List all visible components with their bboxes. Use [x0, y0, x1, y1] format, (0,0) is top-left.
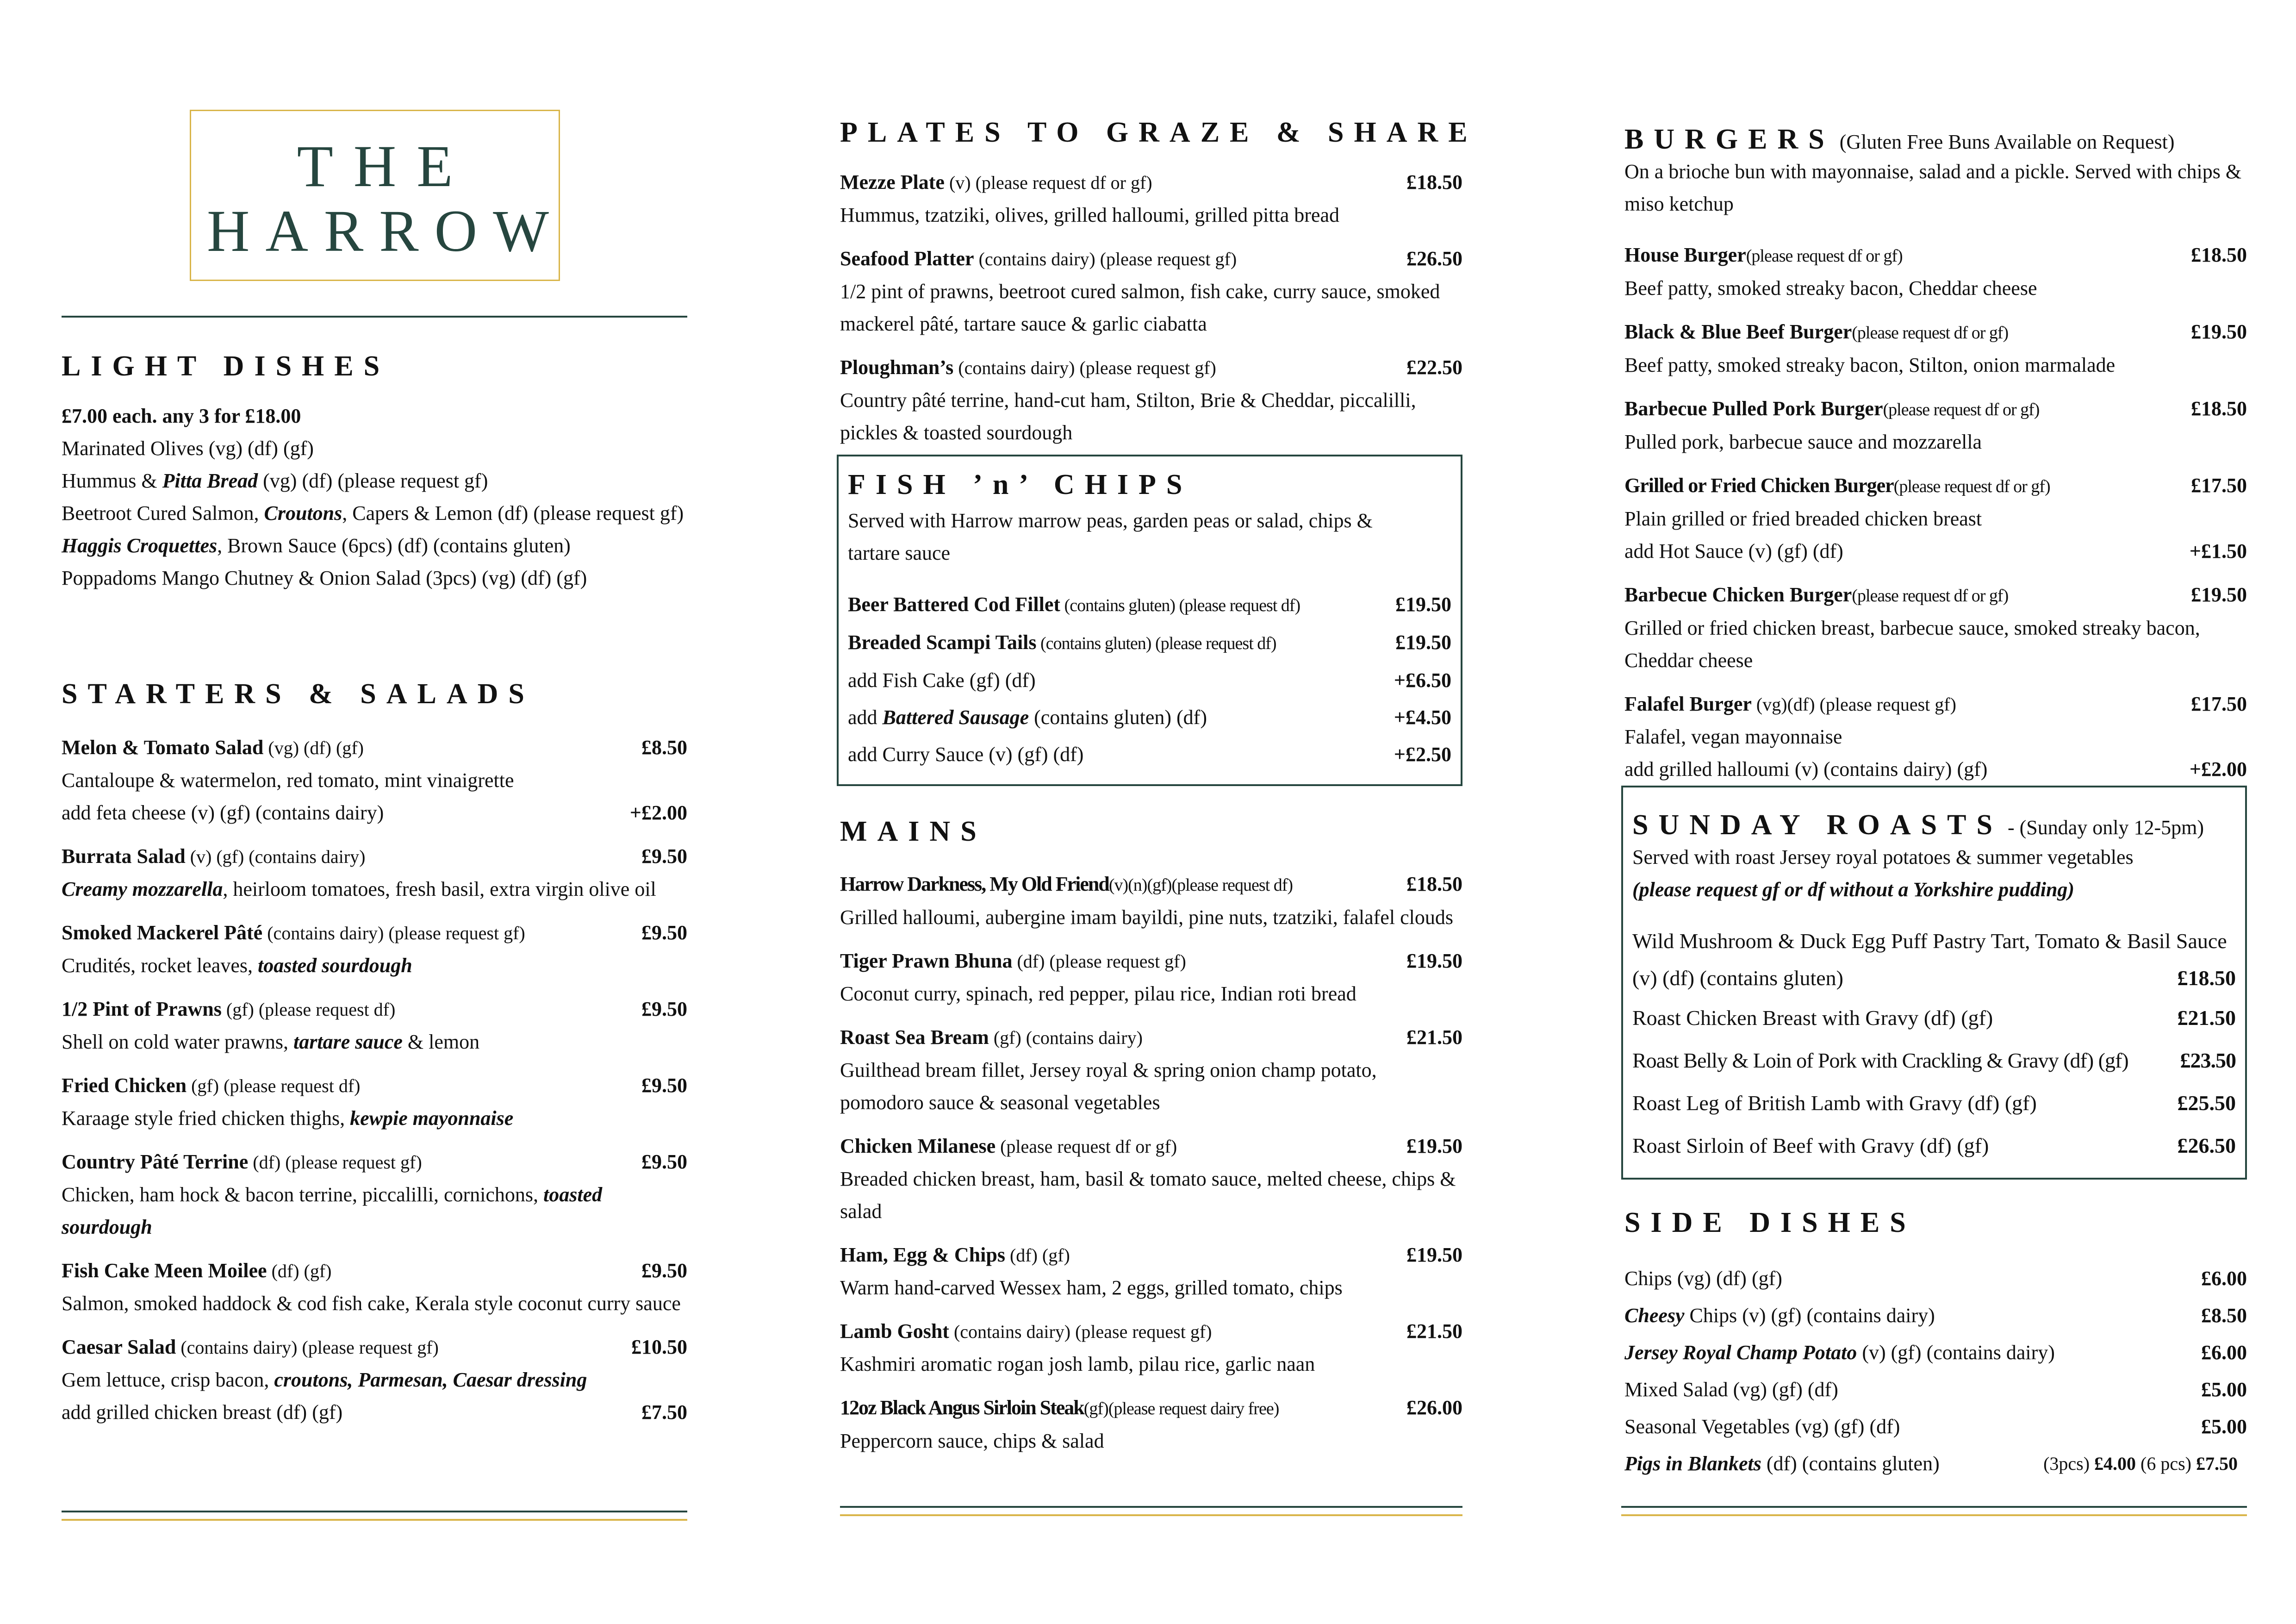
section-intro: Served with Harrow marrow peas, garden peas or salad, chips & tartare sauce — [848, 509, 1373, 564]
menu-item: Black & Blue Beef Burger(please request df or gf) £19.50 Beef patty, smoked streaky bacon, Stilton, onion marmalade — [1624, 320, 2247, 376]
menu-item: Fish Cake Meen Moilee (df) (gf) £9.50 Salmon, smoked haddock & cod fish cake, Kerala style coconut curry sauce — [62, 1259, 687, 1315]
section-graze — [840, 117, 1478, 460]
menu-item: Seafood Platter (contains dairy) (please request gf) £26.50 1/2 pint of prawns, beetroot cured salmon, fish cake, curry sauce, smoked mackerel pâté, tartare sauce & garlic ciabatta — [840, 247, 1462, 335]
menu-item: Breaded Scampi Tails (contains gluten) (please request df) £19.50 — [848, 631, 1451, 654]
list-item: Haggis Croquettes, Brown Sauce (6pcs) (df) (contains gluten) — [62, 534, 571, 557]
section-fish-n-chips — [837, 455, 1462, 786]
menu-item: 1/2 Pint of Prawns (gf) (please request df) £9.50 Shell on cold water prawns, tartare sauce & lemon — [62, 998, 687, 1053]
menu-item: Caesar Salad (contains dairy) (please request gf) £10.50 Gem lettuce, crisp bacon, croutons, Parmesan, Caesar dressing add grilled chicken breast (df) (gf) £7.50 — [62, 1336, 687, 1424]
menu-item: Roast Chicken Breast with Gravy (df) (gf) £21.50 — [1632, 1006, 2236, 1030]
menu-item: Mixed Salad (vg) (gf) (df) £5.00 — [1624, 1378, 2247, 1401]
list-item: Poppadoms Mango Chutney & Onion Salad (3pcs) (vg) (df) (gf) — [62, 567, 587, 589]
section-sides — [1624, 1208, 2247, 1482]
section-title: STARTERS & SALADS — [62, 678, 535, 710]
logo-line-2: HARROW — [207, 198, 565, 264]
menu-item: Mezze Plate (v) (please request df or gf) £18.50 Hummus, tzatziki, olives, grilled halloumi, grilled pitta bread — [840, 171, 1462, 226]
section-title: MAINS — [840, 816, 987, 847]
menu-item: Ham, Egg & Chips (df) (gf) £19.50 Warm hand-carved Wessex ham, 2 eggs, grilled tomato, chips — [840, 1243, 1462, 1299]
menu-item: Seasonal Vegetables (vg) (gf) (df) £5.00 — [1624, 1415, 2247, 1438]
list-item: Marinated Olives (vg) (df) (gf) — [62, 437, 314, 460]
menu-item: House Burger(please request df or gf) £18.50 Beef patty, smoked streaky bacon, Cheddar cheese — [1624, 244, 2247, 300]
menu-item: Roast Sea Bream (gf) (contains dairy) £21.50 Guilthead bream fillet, Jersey royal & spring onion champ potato, pomodoro sauce & seasonal vegetables — [840, 1026, 1462, 1114]
menu-item: Falafel Burger (vg)(df) (please request gf) £17.50 Falafel, vegan mayonnaise add grilled halloumi (v) (contains dairy) (gf) +£2.00 — [1624, 693, 2247, 781]
section-intro: On a brioche bun with mayonnaise, salad and a pickle. Served with chips & miso ketchup — [1624, 160, 2242, 215]
menu-item: Fried Chicken (gf) (please request df) £9.50 Karaage style fried chicken thighs, kewpie mayonnaise — [62, 1074, 687, 1130]
section-intro: Served with roast Jersey royal potatoes & summer vegetables — [1632, 846, 2134, 868]
list-item: Beetroot Cured Salmon, Croutons, Capers & Lemon (df) (please request gf) — [62, 502, 684, 525]
menu-item: Cheesy Chips (v) (gf) (contains dairy) £8.50 — [1624, 1304, 2247, 1327]
menu-item: Wild Mushroom & Duck Egg Puff Pastry Tart, Tomato & Basil Sauce (v) (df) (contains gluten) £18.50 — [1632, 929, 2236, 990]
addon-item: add Curry Sauce (v) (gf) (df) +£2.50 — [848, 743, 1451, 766]
section-title: SUNDAY ROASTS - (Sunday only 12-5pm) — [1632, 809, 2204, 841]
menu-item: Grilled or Fried Chicken Burger(please request df or gf) £17.50 Plain grilled or fried breaded chicken breast add Hot Sauce (v) (gf) (df) +£1.50 — [1624, 474, 2247, 562]
menu-item: Ploughman’s (contains dairy) (please request gf) £22.50 Country pâté terrine, hand-cut ham, Stilton, Brie & Cheddar, piccalilli, pickles & toasted sourdough — [840, 356, 1462, 444]
menu-item: Roast Belly & Loin of Pork with Crackling & Gravy (df) (gf) £23.50 — [1632, 1049, 2236, 1072]
offer-text: £7.00 each. any 3 for £18.00 — [62, 405, 301, 427]
divider — [62, 316, 687, 318]
menu-item: Beer Battered Cod Fillet (contains gluten) (please request df) £19.50 — [848, 593, 1451, 616]
menu-item: 12oz Black Angus Sirloin Steak(gf)(please request dairy free) £26.00 Peppercorn sauce, chips & salad — [840, 1396, 1462, 1452]
menu-item: Country Pâté Terrine (df) (please request gf) £9.50 Chicken, ham hock & bacon terrine, piccalilli, cornichons, toasted sourdough — [62, 1150, 687, 1238]
section-sunday-roasts — [1621, 786, 2247, 1180]
menu-item: Lamb Gosht (contains dairy) (please request gf) £21.50 Kashmiri aromatic rogan josh lamb, pilau rice, garlic naan — [840, 1320, 1462, 1375]
section-starters — [62, 680, 687, 1440]
menu-item: Jersey Royal Champ Potato (v) (gf) (contains dairy) £6.00 — [1624, 1341, 2247, 1364]
menu-item: Chips (vg) (df) (gf) £6.00 — [1624, 1267, 2247, 1290]
menu-item: Roast Leg of British Lamb with Gravy (df) (gf) £25.50 — [1632, 1091, 2236, 1115]
menu-item: Pigs in Blankets (df) (contains gluten) (3pcs) £4.00 (6 pcs) £7.50 — [1624, 1452, 2238, 1475]
menu-item: Harrow Darkness, My Old Friend(v)(n)(gf)(please request df) £18.50 Grilled halloumi, aubergine imam bayildi, pine nuts, tzatziki, falafel clouds — [840, 873, 1462, 929]
menu-item: Roast Sirloin of Beef with Gravy (df) (gf) £26.50 — [1632, 1134, 2236, 1157]
section-burgers — [1624, 125, 2247, 797]
menu-item: Melon & Tomato Salad (vg) (df) (gf) £8.50 Cantaloupe & watermelon, red tomato, mint vinaigrette add feta cheese (v) (gf) (contains dairy) +£2.00 — [62, 736, 687, 824]
menu-item: Barbecue Pulled Pork Burger(please request df or gf) £18.50 Pulled pork, barbecue sauce and mozzarella — [1624, 397, 2247, 453]
section-mains — [840, 817, 1462, 1468]
addon-item: add Battered Sausage (contains gluten) (df) +£4.50 — [848, 706, 1451, 729]
section-title: FISH ’n’ CHIPS — [848, 469, 1193, 500]
section-title: SIDE DISHES — [1624, 1207, 1916, 1238]
list-item: Hummus & Pitta Bread (vg) (df) (please request gf) — [62, 469, 488, 492]
section-title: BURGERS (Gluten Free Buns Available on Request) — [1624, 124, 2175, 155]
menu-item: Burrata Salad (v) (gf) (contains dairy) £9.50 Creamy mozzarella, heirloom tomatoes, fresh basil, extra virgin olive oil — [62, 845, 687, 900]
menu-item: Barbecue Chicken Burger(please request df or gf) £19.50 Grilled or fried chicken breast, barbecue sauce, smoked streaky bacon, Cheddar cheese — [1624, 583, 2247, 672]
section-title: LIGHT DISHES — [62, 350, 390, 382]
addon-item: add Fish Cake (gf) (df) +£6.50 — [848, 669, 1451, 692]
section-note: (please request gf or df without a Yorkshire pudding) — [1632, 878, 2075, 901]
section-light-dishes — [62, 352, 687, 594]
logo — [190, 110, 565, 281]
menu-item: Smoked Mackerel Pâté (contains dairy) (please request gf) £9.50 Crudités, rocket leaves, toasted sourdough — [62, 921, 687, 977]
logo-line-1: THE — [297, 133, 473, 199]
section-title: PLATES TO GRAZE & SHARE — [840, 117, 1478, 148]
menu-item: Chicken Milanese (please request df or gf) £19.50 Breaded chicken breast, ham, basil & tomato sauce, melted cheese, chips & salad — [840, 1135, 1462, 1223]
menu-item: Tiger Prawn Bhuna (df) (please request gf) £19.50 Coconut curry, spinach, red pepper, pilau rice, Indian roti bread — [840, 949, 1462, 1005]
